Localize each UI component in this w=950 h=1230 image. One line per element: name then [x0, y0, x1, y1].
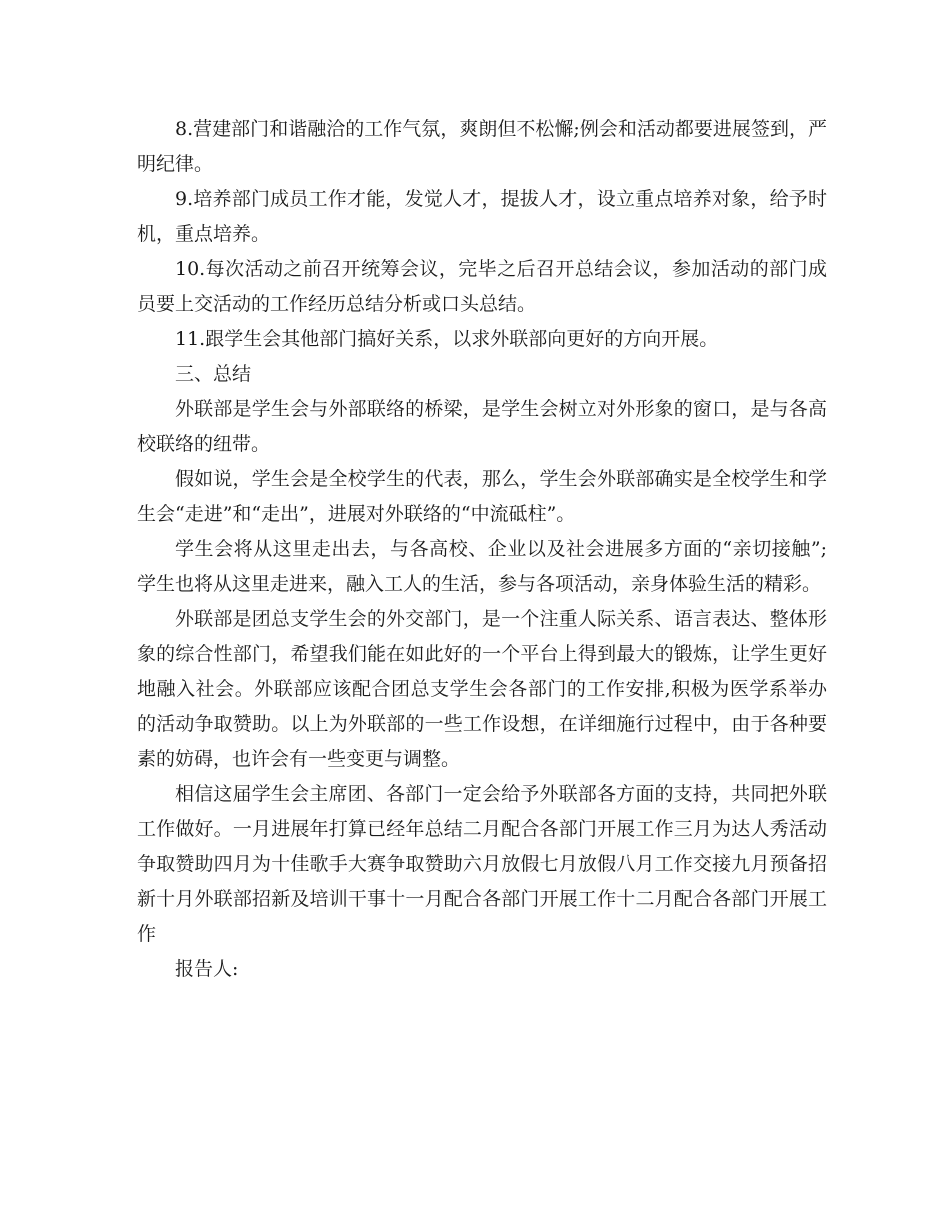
- list-item-8: 8.营建部门和谐融洽的工作气氛，爽朗但不松懈;例会和活动都要进展签到，严明纪律。: [137, 118, 827, 175]
- document-body: [137, 112, 827, 987]
- list-item-9: 9.培养部门成员工作才能，发觉人才，提拔人才，设立重点培养对象，给予时机，重点培养。: [137, 188, 827, 245]
- summary-paragraph-3: 学生会将从这里走出去，与各高校、企业以及社会进展多方面的“亲切接触”;学生也将从这里走进来，融入工人的生活，参与各项活动，亲身体验生活的精彩。: [137, 538, 827, 595]
- list-item-10: 10.每次活动之前召开统筹会议，完毕之后召开总结会议，参加活动的部门成员要上交活动的工作经历总结分析或口头总结。: [137, 258, 827, 315]
- list-item-11: 11.跟学生会其他部门搞好关系，以求外联部向更好的方向开展。: [175, 328, 719, 350]
- summary-paragraph-5: 相信这届学生会主席团、各部门一定会给予外联部各方面的支持，共同把外联工作做好。一月进展年打算已经年总结二月配合各部门开展工作三月为达人秀活动争取赞助四月为十佳歌手大赛争取赞助六月放假七月放假八月工作交接九月预备招新十月外联部招新及培训干事十一月配合各部门开展工作十二月配合各部门开展工作: [137, 783, 827, 945]
- summary-paragraph-4: 外联部是团总支学生会的外交部门，是一个注重人际关系、语言表达、整体形象的综合性部门，希望我们能在如此好的一个平台上得到最大的锻炼，让学生更好地融入社会。外联部应该配合团总支学生会各部门的工作安排,积极为医学系举办的活动争取赞助。以上为外联部的一些工作设想，在详细施行过程中，由于各种要素的妨碍，也许会有一些变更与调整。: [137, 608, 827, 770]
- section-heading-summary: 三、总结: [175, 363, 252, 385]
- summary-paragraph-1: 外联部是学生会与外部联络的桥梁，是学生会树立对外形象的窗口，是与各高校联络的纽带。: [137, 398, 827, 455]
- summary-paragraph-2: 假如说，学生会是全校学生的代表，那么，学生会外联部确实是全校学生和学生会“走进”和“走出”，进展对外联络的“中流砥柱”。: [137, 468, 827, 525]
- reporter-label: 报告人:: [175, 958, 239, 980]
